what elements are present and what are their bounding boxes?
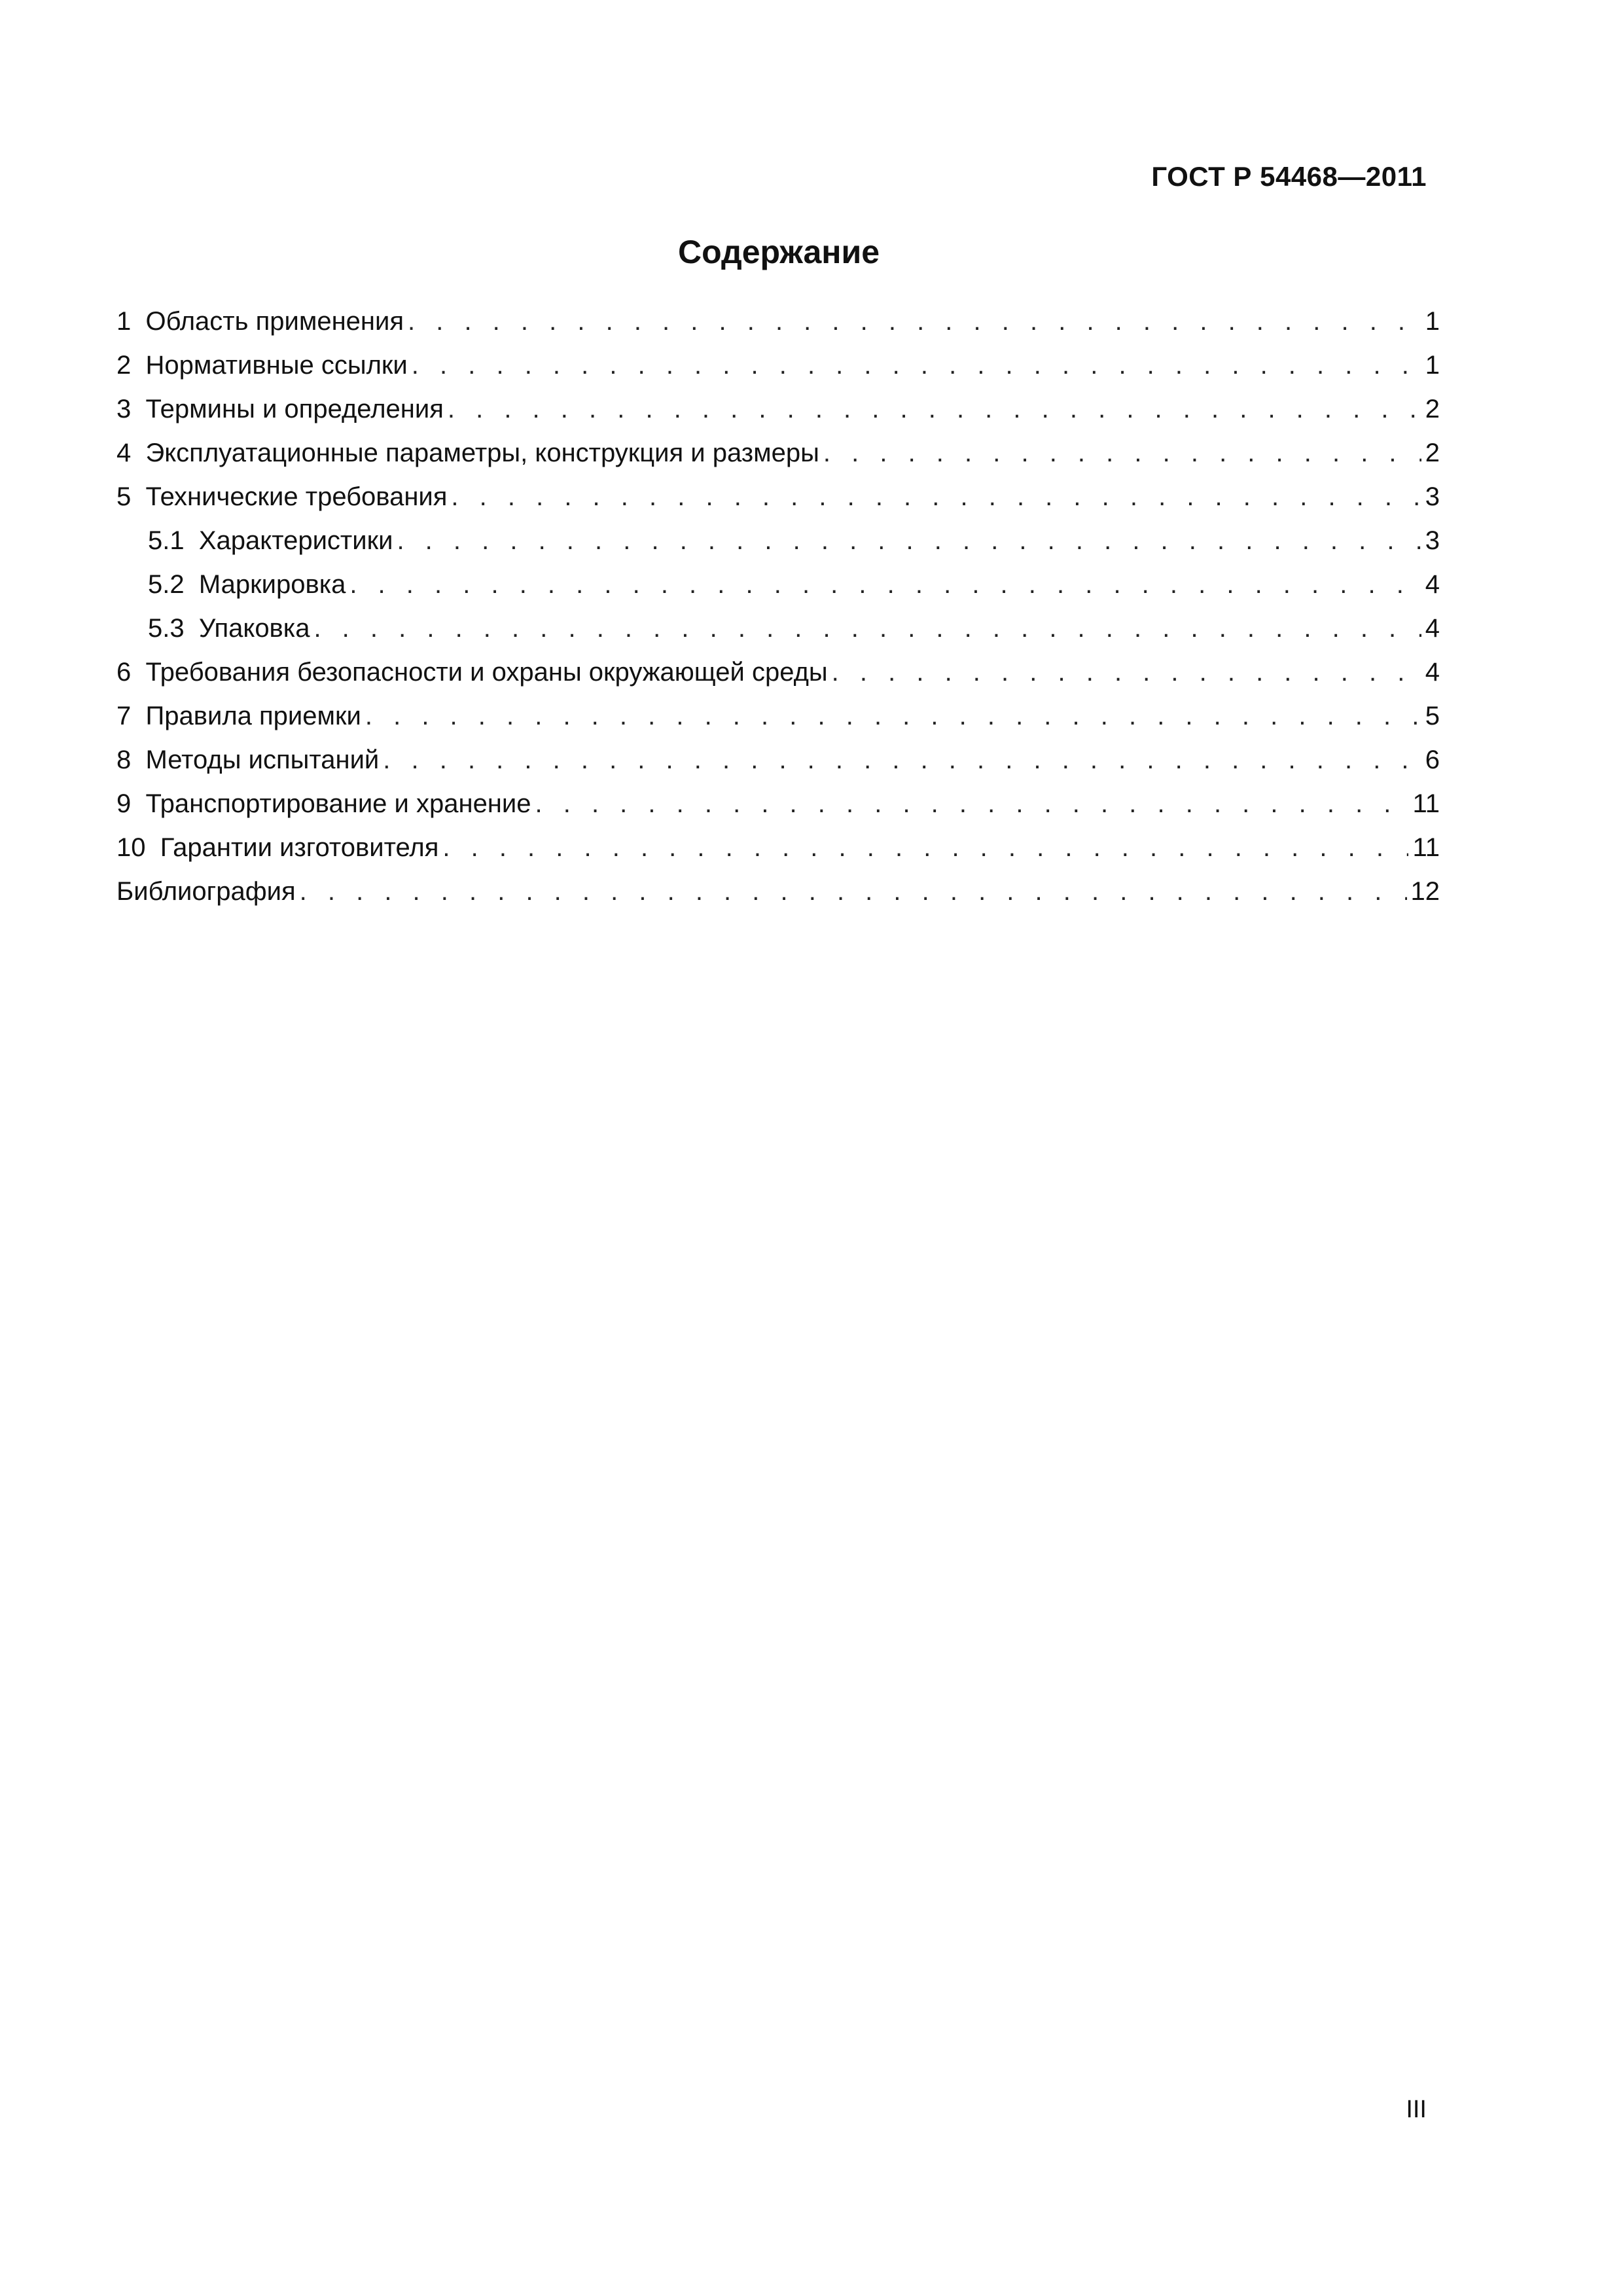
toc-entry-number: 7 bbox=[116, 702, 132, 730]
toc-dot-leader bbox=[383, 738, 1421, 782]
toc-dot-leader bbox=[448, 387, 1421, 431]
toc-entry-label: Технические требования bbox=[145, 482, 448, 511]
toc-entry-page: 4 bbox=[1425, 658, 1440, 687]
toc-dot-leader bbox=[535, 782, 1409, 826]
toc-entry-number: 5.2 bbox=[148, 570, 185, 599]
toc-entry-page: 11 bbox=[1412, 833, 1440, 862]
toc-entry-page: 3 bbox=[1425, 526, 1440, 555]
toc-entry-label: Маркировка bbox=[198, 570, 346, 599]
toc-entry-number: 5.1 bbox=[148, 526, 185, 555]
toc-entry-number: 8 bbox=[116, 745, 132, 774]
toc-entry-page: 3 bbox=[1425, 482, 1440, 511]
toc-entry-number: 4 bbox=[116, 439, 132, 467]
toc-entry-label: Термины и определения bbox=[145, 395, 444, 423]
page-number: III bbox=[1406, 2096, 1427, 2123]
toc-entry-page: 4 bbox=[1425, 570, 1440, 599]
toc-entry-5-2[interactable] bbox=[116, 563, 1440, 607]
toc-dot-leader bbox=[408, 300, 1421, 344]
toc-dot-leader bbox=[397, 519, 1421, 563]
toc-entry-5-3[interactable] bbox=[116, 607, 1440, 651]
toc-entry-page: 6 bbox=[1425, 745, 1440, 774]
toc-entry-label: Нормативные ссылки bbox=[145, 351, 408, 380]
toc-entry-label: Характеристики bbox=[198, 526, 393, 555]
toc-entry-number: 9 bbox=[116, 789, 132, 818]
table-of-contents bbox=[116, 300, 1440, 914]
toc-entry-number: 6 bbox=[116, 658, 132, 687]
toc-entry-5[interactable] bbox=[116, 475, 1440, 519]
toc-entry-2[interactable] bbox=[116, 344, 1440, 387]
toc-entry-page: 4 bbox=[1425, 614, 1440, 643]
toc-title: Содержание bbox=[677, 234, 880, 270]
toc-dot-leader bbox=[442, 826, 1408, 870]
toc-entry-7[interactable] bbox=[116, 694, 1440, 738]
toc-entry-label: Область применения bbox=[145, 307, 404, 336]
toc-entry-number: 10 bbox=[116, 833, 146, 862]
toc-entry-label: Упаковка bbox=[198, 614, 310, 643]
toc-entry-number: 3 bbox=[116, 395, 132, 423]
toc-entry-1[interactable] bbox=[116, 300, 1440, 344]
toc-entry-page: 1 bbox=[1425, 351, 1440, 380]
toc-dot-leader bbox=[832, 651, 1421, 694]
toc-entry-label: Методы испытаний bbox=[145, 745, 380, 774]
toc-entry-3[interactable] bbox=[116, 387, 1440, 431]
toc-entry-9[interactable] bbox=[116, 782, 1440, 826]
toc-entry-number: 2 bbox=[116, 351, 132, 380]
toc-entry-6[interactable] bbox=[116, 651, 1440, 694]
toc-entry-page: 11 bbox=[1412, 789, 1440, 818]
toc-entry-page: 2 bbox=[1425, 439, 1440, 467]
toc-entry-bibliography[interactable] bbox=[116, 870, 1440, 914]
toc-entry-label: Эксплуатационные параметры, конструкция и размеры bbox=[145, 439, 819, 467]
toc-entry-number: 5.3 bbox=[148, 614, 185, 643]
toc-dot-leader bbox=[300, 870, 1407, 914]
toc-entry-label: Транспортирование и хранение bbox=[145, 789, 531, 818]
toc-entry-10[interactable] bbox=[116, 826, 1440, 870]
toc-dot-leader bbox=[349, 563, 1421, 607]
toc-dot-leader bbox=[823, 431, 1421, 475]
toc-entry-page: 12 bbox=[1410, 877, 1440, 906]
toc-entry-label: Правила приемки bbox=[145, 702, 361, 730]
toc-entry-number: 1 bbox=[116, 307, 132, 336]
toc-entry-4[interactable] bbox=[116, 431, 1440, 475]
toc-entry-page: 1 bbox=[1425, 307, 1440, 336]
toc-entry-5-1[interactable] bbox=[116, 519, 1440, 563]
toc-entry-number: 5 bbox=[116, 482, 132, 511]
toc-entry-label: Гарантии изготовителя bbox=[160, 833, 439, 862]
toc-dot-leader bbox=[451, 475, 1421, 519]
document-code: ГОСТ Р 54468—2011 bbox=[1151, 161, 1427, 192]
toc-entry-page: 2 bbox=[1425, 395, 1440, 423]
toc-entry-label: Требования безопасности и охраны окружающей среды bbox=[145, 658, 828, 687]
toc-dot-leader bbox=[365, 694, 1421, 738]
toc-entry-page: 5 bbox=[1425, 702, 1440, 730]
toc-entry-label: Библиография bbox=[116, 877, 296, 906]
toc-dot-leader bbox=[412, 344, 1421, 387]
toc-entry-8[interactable] bbox=[116, 738, 1440, 782]
toc-dot-leader bbox=[313, 607, 1421, 651]
